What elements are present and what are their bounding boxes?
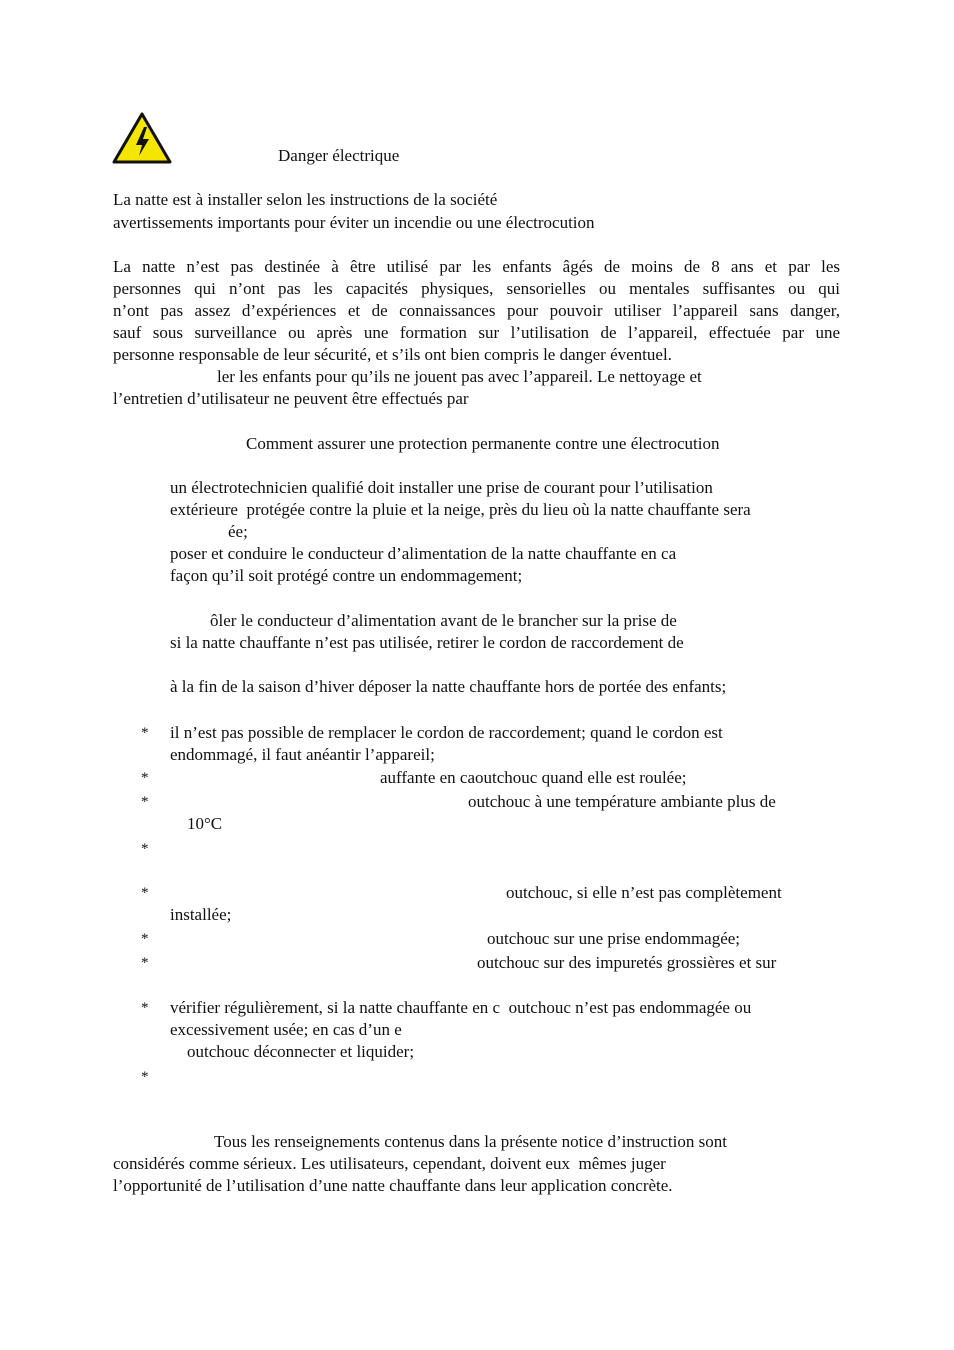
bullet-marker: * [141, 955, 149, 971]
bullet-line: outchouc sur des impuretés grossières et sur [477, 953, 777, 972]
list-item-line: si la natte chauffante n’est pas utilisée, retirer le cordon de raccordement de [170, 633, 684, 652]
paragraph-line: n’ont pas assez d’expériences et de connaissances pour pouvoir utiliser l’appareil sans danger, [113, 301, 840, 320]
bullet-line: installée; [170, 905, 232, 924]
closing-line: l’opportunité de l’utilisation d’une natte chauffante dans leur application concrète. [113, 1176, 673, 1195]
list-item-line: un électrotechnicien qualifié doit installer une prise de courant pour l’utilisation [170, 478, 713, 497]
bullet-marker: * [141, 725, 149, 741]
list-item-line: façon qu’il soit protégé contre un endommagement; [170, 566, 523, 585]
bullet-line: vérifier régulièrement, si la natte chauffante en c outchouc n’est pas endommagée ou [170, 998, 752, 1017]
intro-line: La natte est à installer selon les instructions de la société [113, 190, 498, 209]
electric-warning-icon [112, 112, 172, 164]
page-title: Danger électrique [278, 146, 400, 165]
list-item-line: extérieure protégée contre la pluie et la neige, près du lieu où la natte chauffante sera [170, 500, 751, 519]
paragraph-line: La natte n’est pas destinée à être utilisé par les enfants âgés de moins de 8 ans et par les [113, 257, 840, 276]
bullet-line: auffante en caoutchouc quand elle est roulée; [380, 768, 687, 787]
bullet-marker: * [141, 885, 149, 901]
bullet-line: outchouc, si elle n’est pas complètement [506, 883, 782, 902]
list-item-line: poser et conduire le conducteur d’alimentation de la natte chauffante en ca [170, 544, 677, 563]
intro-line: avertissements importants pour éviter un incendie ou une électrocution [113, 213, 595, 232]
bullet-line: excessivement usée; en cas d’un e [170, 1020, 402, 1039]
bullet-marker: * [141, 770, 149, 786]
paragraph-line: sauf sous surveillance ou après une formation sur l’utilisation de l’appareil, effectuée par une [113, 323, 840, 342]
bullet-marker: * [141, 794, 149, 810]
section-heading: Comment assurer une protection permanente contre une électrocution [246, 434, 720, 453]
list-item-line: ôler le conducteur d’alimentation avant de le brancher sur la prise de [210, 611, 677, 630]
bullet-marker: * [141, 1000, 149, 1016]
bullet-marker: * [141, 931, 149, 947]
bullet-marker: * [141, 841, 149, 857]
closing-line: considérés comme sérieux. Les utilisateurs, cependant, doivent eux mêmes juger [113, 1154, 666, 1173]
list-item-line: ée; [228, 522, 248, 541]
bullet-line: 10°C [187, 814, 223, 833]
paragraph-line: ler les enfants pour qu’ils ne jouent pas avec l’appareil. Le nettoyage et [217, 367, 702, 386]
bullet-line: outchouc déconnecter et liquider; [187, 1042, 415, 1061]
bullet-marker: * [141, 1069, 149, 1085]
closing-line: Tous les renseignements contenus dans la présente notice d’instruction sont [214, 1132, 727, 1151]
bullet-line: outchouc à une température ambiante plus de [468, 792, 776, 811]
bullet-line: endommagé, il faut anéantir l’appareil; [170, 745, 435, 764]
paragraph-line: personne responsable de leur sécurité, et s’ils ont bien compris le danger éventuel. [113, 345, 672, 364]
paragraph-line: personnes qui n’ont pas les capacités physiques, sensorielles ou mentales suffisantes ou qui [113, 279, 840, 298]
bullet-line: outchouc sur une prise endommagée; [487, 929, 741, 948]
paragraph-line: l’entretien d’utilisateur ne peuvent être effectués par [113, 389, 469, 408]
list-item-line: à la fin de la saison d’hiver déposer la natte chauffante hors de portée des enfants; [170, 677, 727, 696]
bullet-line: il n’est pas possible de remplacer le cordon de raccordement; quand le cordon est [170, 723, 723, 742]
